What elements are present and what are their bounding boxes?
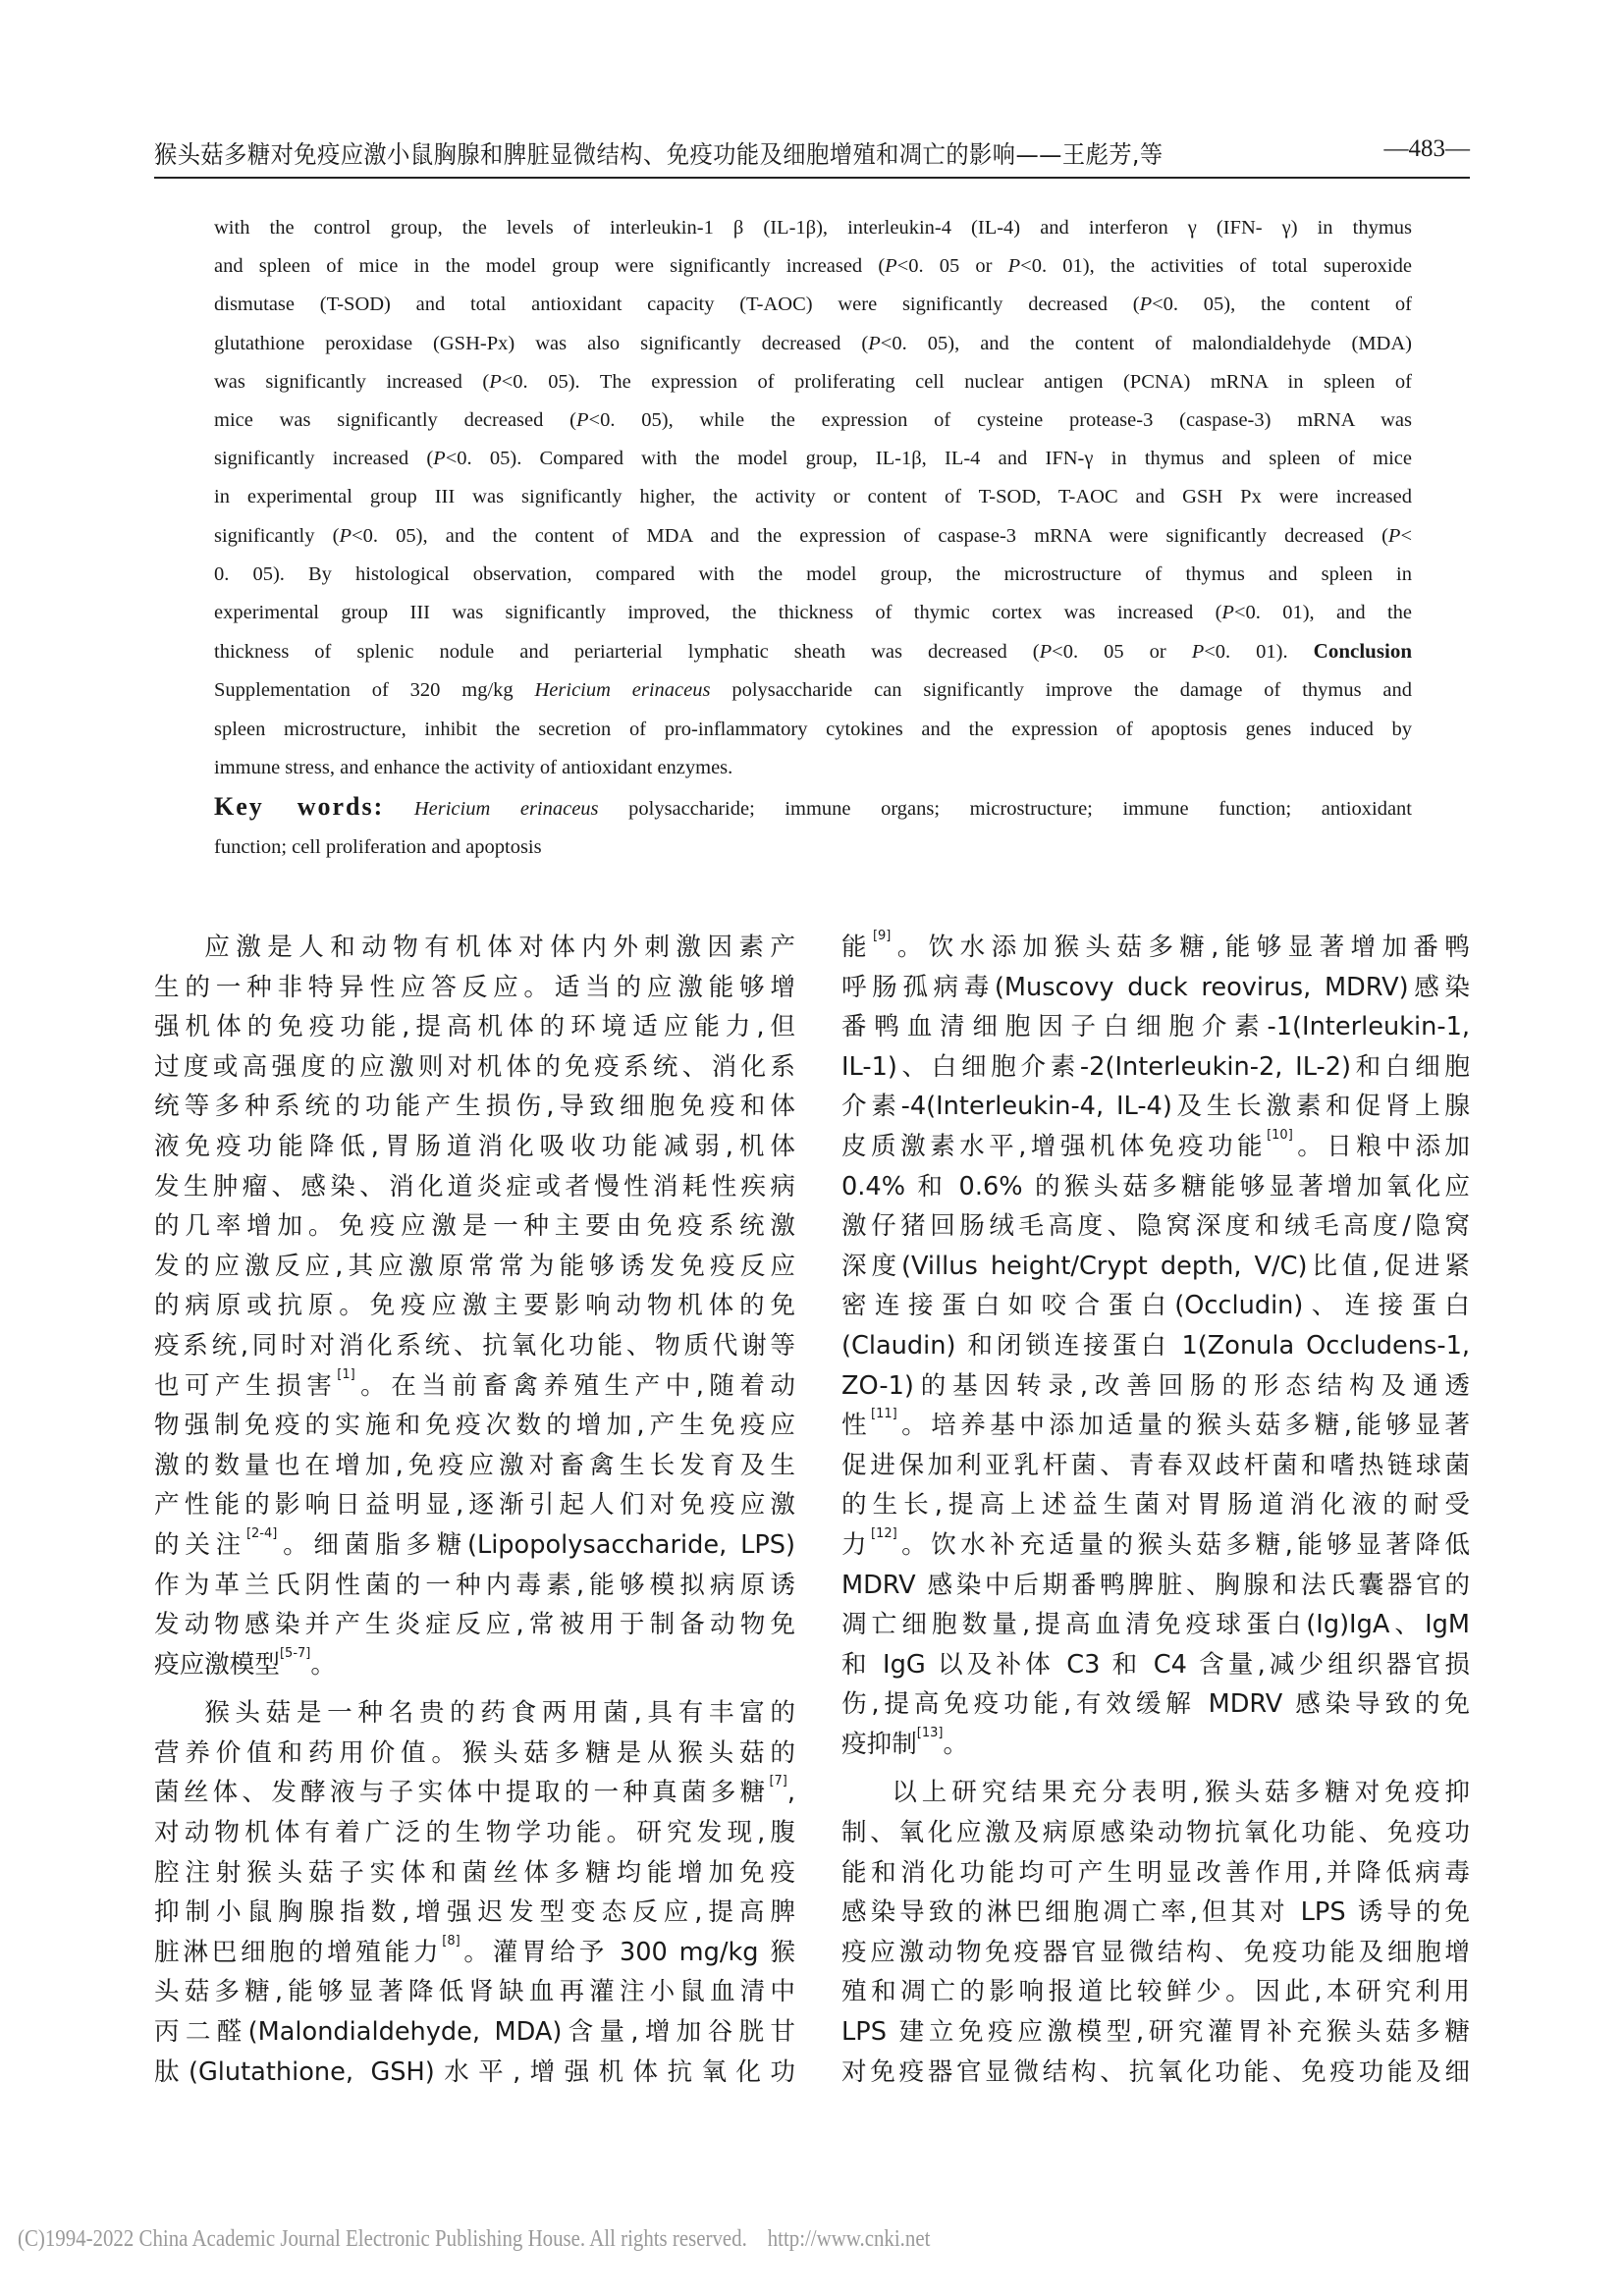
- citation: [5-7]: [279, 1645, 311, 1661]
- text-line: 能[9]。饮水添加猴头菇多糖,能够显著增加番鸭: [841, 929, 1470, 962]
- text-line: 密连接蛋白如咬合蛋白(Occludin)、连接蛋白: [841, 1291, 1470, 1321]
- abstract-line: significantly increased (P<0. 05). Compared with the model group, IL-1β, IL-4 and IFN-γ in thymus and spleen of mice: [214, 448, 1412, 470]
- text-line: 发动物感染并产生炎症反应,常被用于制备动物免: [154, 1610, 795, 1640]
- abstract-line: experimental group III was significantly improved, the thickness of thymic cortex was increased (P<0. 01), and the: [214, 602, 1412, 624]
- text-line: 皮质激素水平,增强机体免疫功能[10]。日粮中添加: [841, 1127, 1470, 1161]
- page-number: —483—: [1383, 135, 1470, 162]
- abstract-line: with the control group, the levels of interleukin-1 β (IL-1β), interleukin-4 (IL-4) and interferon γ (IFN- γ) in thymus: [214, 217, 1412, 239]
- citation: [7]: [769, 1774, 787, 1789]
- text-line: 能和消化功能均可产生明显改善作用,并降低病毒: [841, 1857, 1470, 1888]
- abstract-line: [214, 632, 1412, 671]
- abstract-line: mice was significantly decreased (P<0. 05), while the expression of cysteine protease-3 (caspase-3) mRNA was: [214, 409, 1413, 432]
- text-line: 力[12]。饮水补充适量的猴头菇多糖,能够显著降低: [841, 1525, 1470, 1560]
- text-line: 丙二醛(Malondialdehyde, MDA)含量,增加谷胱甘: [154, 2017, 795, 2048]
- text-line: 过度或高强度的应激则对机体的免疫系统、消化系: [154, 1051, 795, 1082]
- text-line: 对动物机体有着广泛的生物学功能。研究发现,腹: [154, 1818, 795, 1848]
- text-line: 凋亡细胞数量,提高血清免疫球蛋白(Ig)IgA、IgM: [841, 1610, 1470, 1640]
- abstract-line: in experimental group III was significantly higher, the activity or content of T-SOD, T-AOC and GSH Px were increased: [214, 486, 1412, 508]
- text-line: 的生长,提高上述益生菌对胃肠道消化液的耐受: [841, 1490, 1470, 1521]
- text-line: 对免疫器官显微结构、抗氧化功能、免疫功能及细: [841, 2056, 1470, 2087]
- text-line: ZO-1)的基因转录,改善回肠的形态结构及通透: [841, 1370, 1470, 1401]
- text-line: 生的一种非特异性应答反应。适当的应激能够增: [154, 972, 795, 1002]
- text-line: 伤,提高免疫功能,有效缓解 MDRV 感染导致的免: [841, 1689, 1470, 1720]
- citation: [9]: [872, 929, 892, 943]
- text-line: 呼肠孤病毒(Muscovy duck reovirus, MDRV)感染: [841, 972, 1470, 1002]
- text-line: 液免疫功能降低,胃肠道消化吸收功能减弱,机体: [154, 1131, 795, 1161]
- keywords-species: Hericium erinaceus: [413, 798, 599, 821]
- text-line: 肽(Glutathione, GSH)水平,增强机体抗氧化功: [154, 2056, 795, 2087]
- right-column: [841, 928, 1470, 2092]
- text-line: MDRV 感染中后期番鸭脾脏、胸腺和法氏囊器官的: [841, 1570, 1470, 1600]
- text-line: 性[11]。培养基中添加适量的猴头菇多糖,能够显著: [841, 1407, 1470, 1441]
- text-line: 以上研究结果充分表明,猴头菇多糖对免疫抑: [892, 1778, 1470, 1808]
- keywords-list: polysaccharide; immune organs; microstructure; immune function; antioxidant: [628, 798, 1413, 821]
- intro-paragraph-3: [841, 1773, 1470, 2092]
- abstract-line: significantly (P<0. 05), and the content of MDA and the expression of caspase-3 mRNA were significantly decreased (P<: [214, 524, 1412, 547]
- text-line: 促进保加利亚乳杆菌、青春双歧杆菌和嗜热链球菌: [841, 1450, 1470, 1480]
- abstract-line: 0. 05). By histological observation, compared with the model group, the microstructure of thymus and spleen in: [214, 562, 1412, 585]
- text-line: 疫应激模型[5-7]。: [154, 1645, 336, 1680]
- citation: [11]: [871, 1407, 897, 1422]
- running-header: [154, 135, 1470, 179]
- text-line: 深度(Villus height/Crypt depth, V/C)比值,促进紧: [841, 1251, 1470, 1281]
- abstract-line: [214, 671, 1412, 710]
- abstract-line: was significantly increased (P<0. 05). The expression of proliferating cell nuclear antigen (PCNA) mRNA in spleen of: [214, 370, 1412, 393]
- text-line: 统等多种系统的功能产生损伤,导致细胞免疫和体: [154, 1092, 795, 1122]
- running-title: 猴头菇多糖对免疫应激小鼠胸腺和脾脏显微结构、免疫功能及细胞增殖和凋亡的影响——王彪芳,等: [154, 140, 1164, 169]
- text-line: 激仔猪回肠绒毛高度、隐窝深度和绒毛高度/隐窝: [841, 1211, 1470, 1242]
- copyright-text: (C)1994-2022 China Academic Journal Electronic Publishing House. All rights reserved.: [18, 2226, 747, 2252]
- abstract-results-lines: [214, 209, 1412, 632]
- text-line: 发的应激反应,其应激原常常为能够诱发免疫反应: [154, 1251, 795, 1281]
- text-line: 也可产生损害[1]。在当前畜禽养殖生产中,随着动: [154, 1366, 795, 1401]
- citation: [1]: [337, 1366, 355, 1382]
- text-line: 激的数量也在增加,免疫应激对畜禽生长发育及生: [154, 1450, 795, 1480]
- text-line: 番鸭血清细胞因子白细胞介素-1(Interleukin-1,: [841, 1012, 1470, 1042]
- text-line: 作为革兰氏阴性菌的一种内毒素,能够模拟病原诱: [154, 1570, 795, 1600]
- text-line: IL-1)、白细胞介素-2(Interleukin-2, IL-2)和白细胞: [841, 1051, 1470, 1082]
- text-line: 疫应激动物免疫器官显微结构、免疫功能及细胞增: [841, 1937, 1470, 1967]
- citation: [2-4]: [245, 1525, 278, 1541]
- text-line: 应激是人和动物有机体对体内外刺激因素产: [204, 933, 795, 962]
- text-line: 菌丝体、发酵液与子实体中提取的一种真菌多糖[7],: [154, 1774, 795, 1808]
- text-line: 的关注[2-4]。细菌脂多糖(Lipopolysaccharide, LPS): [154, 1525, 795, 1560]
- text-line: 和 IgG 以及补体 C3 和 C4 含量,减少组织器官损: [841, 1649, 1470, 1680]
- citation: [13]: [916, 1725, 944, 1740]
- text-line: 头菇多糖,能够显著降低肾缺血再灌注小鼠血清中: [154, 1977, 795, 2007]
- citation: [10]: [1267, 1127, 1293, 1143]
- abstract-results-end: thickness of splenic nodule and periarterial lymphatic sheath was decreased (P<0. 05 or P<0. 01).: [214, 641, 1288, 664]
- keywords-line: [214, 787, 1412, 828]
- species-name: Hericium erinaceus: [534, 679, 711, 702]
- conclusion-suffix: polysaccharide can significantly improve the damage of thymus and: [731, 679, 1413, 702]
- copyright-footer: [18, 2226, 930, 2253]
- text-line: 猴头菇是一种名贵的药食两用菌,具有丰富的: [204, 1698, 795, 1729]
- conclusion-label: Conclusion: [1313, 639, 1413, 664]
- text-line: LPS 建立免疫应激模型,研究灌胃补充猴头菇多糖: [841, 2017, 1470, 2048]
- abstract-line: dismutase (T-SOD) and total antioxidant capacity (T-AOC) were significantly decreased (P<0. 05), the content of: [214, 294, 1412, 316]
- text-line: 0.4% 和 0.6% 的猴头菇多糖能够显著增加氧化应: [841, 1171, 1470, 1201]
- text-line: 营养价值和药用价值。猴头菇多糖是从猴头菇的: [154, 1737, 795, 1768]
- text-line: 殖和凋亡的影响报道比较鲜少。因此,本研究利用: [841, 1977, 1470, 2007]
- text-line: 疫抑制[13]。: [841, 1725, 969, 1759]
- text-line: 腔注射猴头菇子实体和菌丝体多糖均能增加免疫: [154, 1857, 795, 1888]
- text-line: 抑制小鼠胸腺指数,增强迟发型变态反应,提高脾: [154, 1897, 795, 1928]
- text-line: 的病原或抗原。免疫应激主要影响动物机体的免: [154, 1291, 795, 1321]
- abstract-line: glutathione peroxidase (GSH-Px) was also significantly decreased (P<0. 05), and the content of malondialdehyde (MDA): [214, 332, 1412, 354]
- text-line: 疫系统,同时对消化系统、抗氧化功能、物质代谢等: [154, 1330, 795, 1361]
- text-line: 制、氧化应激及病原感染动物抗氧化功能、免疫功: [841, 1818, 1470, 1848]
- text-line: 强机体的免疫功能,提高机体的环境适应能力,但: [154, 1012, 795, 1042]
- text-line: 发生肿瘤、感染、消化道炎症或者慢性消耗性疾病: [154, 1171, 795, 1201]
- text-line: (Claudin) 和闭锁连接蛋白 1(Zonula Occludens-1,: [841, 1330, 1470, 1361]
- text-line: 的几率增加。免疫应激是一种主要由免疫系统激: [154, 1211, 795, 1242]
- text-line: 感染导致的淋巴细胞凋亡率,但其对 LPS 诱导的免: [841, 1897, 1470, 1928]
- conclusion-prefix: Supplementation of 320 mg/kg: [214, 679, 514, 702]
- citation: [12]: [871, 1525, 897, 1541]
- keywords-line-2: function; cell proliferation and apoptosis: [214, 836, 542, 859]
- intro-paragraph-1: [154, 928, 795, 1366]
- text-line: 脏淋巴细胞的增殖能力[8]。灌胃给予 300 mg/kg 猴: [154, 1933, 795, 1967]
- english-abstract: [214, 209, 1412, 867]
- abstract-line: immune stress, and enhance the activity of antioxidant enzymes.: [214, 756, 733, 778]
- cnki-url[interactable]: http://www.cnki.net: [767, 2226, 931, 2252]
- abstract-line: and spleen of mice in the model group were significantly increased (P<0. 05 or P<0. 01), the activities of total superoxide: [214, 255, 1412, 278]
- citation: [8]: [442, 1933, 460, 1949]
- abstract-line: spleen microstructure, inhibit the secretion of pro-inflammatory cytokines and the expression of apoptosis genes induced by: [214, 718, 1412, 740]
- text-line: 产性能的影响日益明显,逐渐引起人们对免疫应激: [154, 1490, 795, 1521]
- text-line: 物强制免疫的实施和免疫次数的增加,产生免疫应: [154, 1411, 795, 1441]
- keywords-label: Key words:: [214, 792, 385, 822]
- left-column: [154, 928, 795, 2092]
- text-line: 介素-4(Interleukin-4, IL-4)及生长激素和促肾上腺: [841, 1092, 1470, 1122]
